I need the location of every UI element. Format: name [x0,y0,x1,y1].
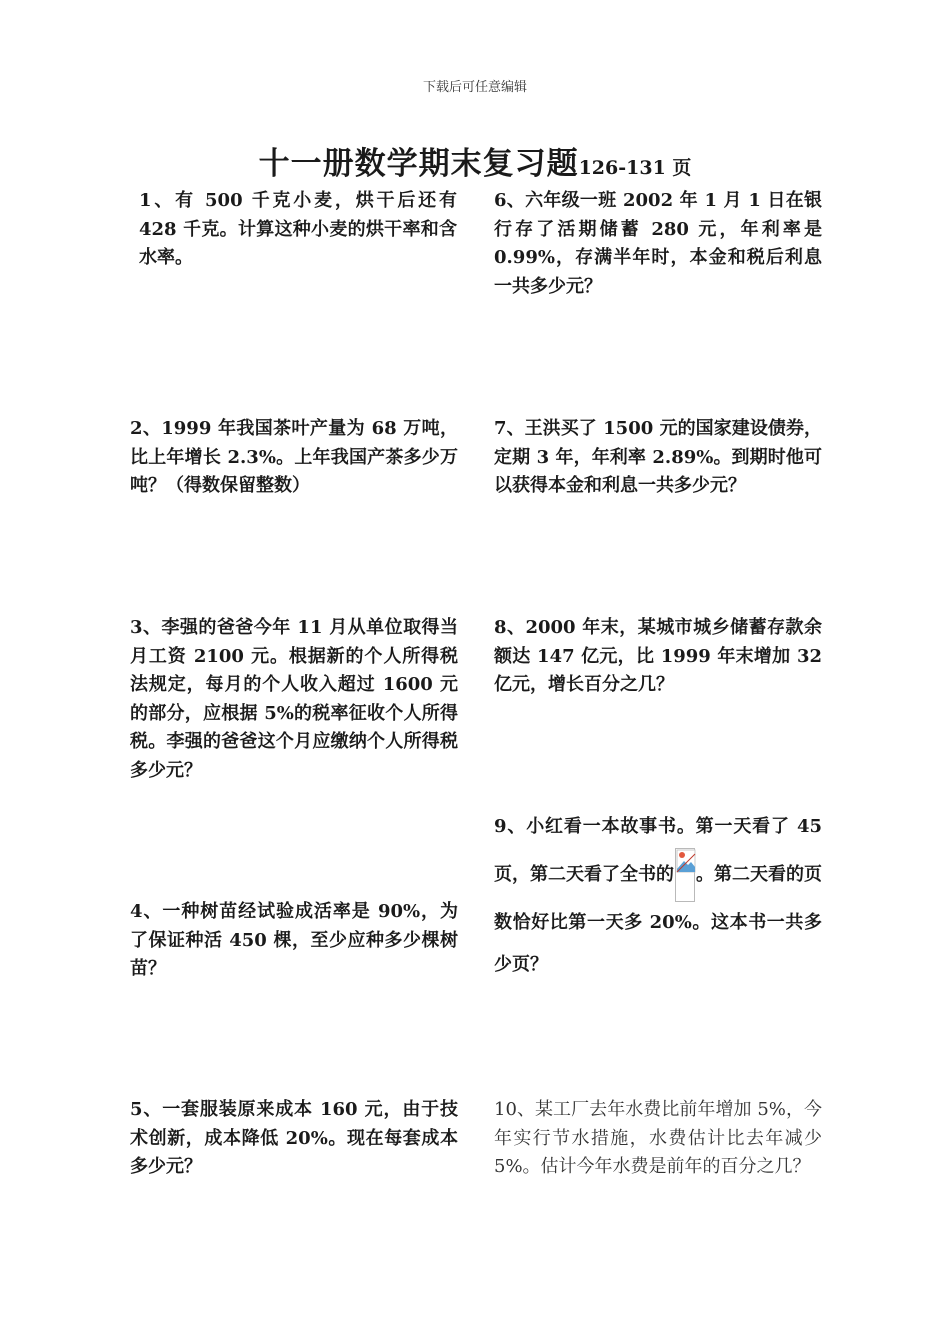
question-3: 3、李强的爸爸今年 11 月从单位取得当月工资 2100 元。根据新的个人所得税法规定，每月的个人收入超过 1600 元的部分，应根据 5%的税率征收个人所得税。李强的爸爸这个月应缴纳个人所得税多少元？ [130,617,458,781]
question-9-after: 。第二天看的页数恰好比第一天多 20%。这本书一共多少页？ [494,864,822,975]
question-1: 1、有 500 千克小麦，烘干后还有 428 千克。计算这种小麦的烘干率和含水率。 [139,190,457,268]
title-pages: 126-131 页 [578,157,692,179]
title-main: 十一册数学期末复习题 [258,146,579,182]
question-10: 10、某工厂去年水费比前年增加 5%，今年实行节水措施，水费估计比去年减少 5%。估计今年水费是前年的百分之几？ [494,1099,822,1177]
question-2: 2、1999 年我国茶叶产量为 68 万吨，比上年增长 2.3%。上年我国产茶多少万吨？（得数保留整数） [130,418,458,496]
question-8: 8、2000 年末，某城市城乡储蓄存款余额达 147 亿元，比 1999 年末增加 32 亿元，增长百分之几？ [494,617,822,695]
question-4: 4、一种树苗经试验成活率是 90%，为了保证种活 450 棵，至少应种多少棵树苗？ [130,901,458,979]
question-6: 6、六年级一班 2002 年 1 月 1 日在银行存了活期储蓄 280 元，年利率是0.99%，存满半年时，本金和税后利息一共多少元？ [494,190,822,297]
broken-image-icon [675,848,695,902]
question-9 [494,806,822,986]
question-7: 7、王洪买了 1500 元的国家建设债券，定期 3 年，年利率 2.89%。到期时他可以获得本金和利息一共多少元？ [494,418,822,496]
header-note: 下载后可任意编辑 [422,80,527,95]
question-5: 5、一套服装原来成本 160 元，由于技术创新，成本降低 20%。现在每套成本多少元？ [130,1099,458,1177]
page-title [0,138,950,183]
question-9-before: 9、小红看一本故事书。第一天看了 45 页，第二天看了全书的 [494,816,822,885]
